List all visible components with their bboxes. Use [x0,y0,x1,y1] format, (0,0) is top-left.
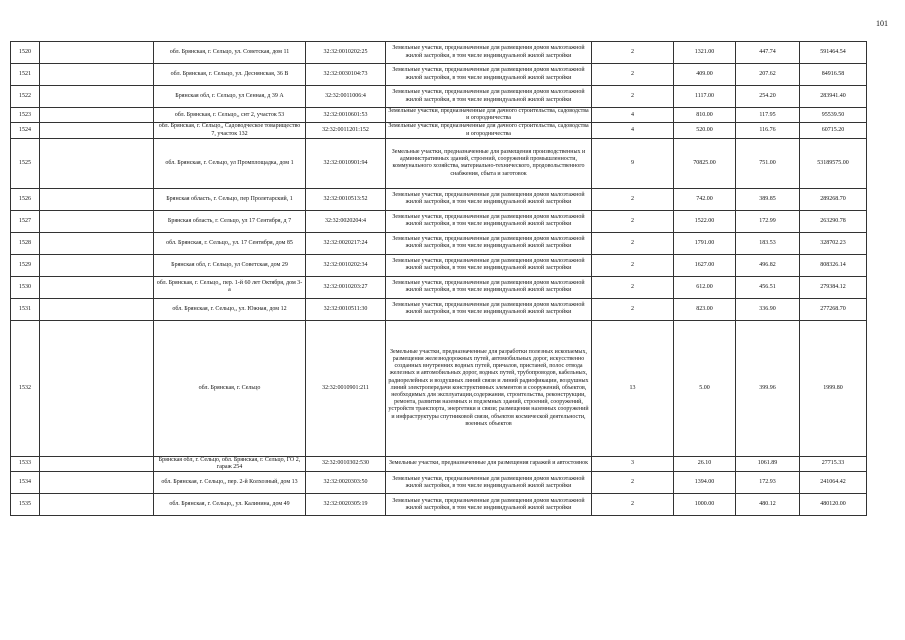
land-use-cell: Земельные участки, предназначенные для размещения домов малоэтажной жилой застройки, в том числе индивидуальной жилой застройки [386,254,592,276]
page-number: 101 [876,19,888,28]
cadastral-number-cell: 32:32:0020303:50 [306,472,386,494]
blank-cell [40,472,154,494]
cadastral-number-cell: 32:32:0011006:4 [306,86,386,108]
row-number: 1532 [11,320,40,456]
cadastral-number-cell: 32:32:0020305:19 [306,494,386,516]
row-number: 1529 [11,254,40,276]
specific-value-cell: 183.53 [736,232,800,254]
use-group-cell: 4 [592,108,674,123]
cadastral-value-cell: 283941.40 [800,86,867,108]
address-cell: обл. Брянская, г. Сельцо,, пер. 1-й 60 лет Октября, дом 3-а [154,276,306,298]
table-row [11,320,867,456]
use-group-cell: 2 [592,494,674,516]
table-row [11,42,867,64]
address-cell: обл. Брянская, г. Сельцо,, Садоводческое товарищество 7, участок 132 [154,123,306,138]
table-row [11,108,867,123]
area-cell: 1791.00 [674,232,736,254]
use-group-cell: 2 [592,188,674,210]
specific-value-cell: 447.74 [736,42,800,64]
use-group-cell: 3 [592,456,674,471]
specific-value-cell: 116.76 [736,123,800,138]
blank-cell [40,320,154,456]
table-row [11,86,867,108]
land-use-cell: Земельные участки, предназначенные для размещения домов малоэтажной жилой застройки, в том числе индивидуальной жилой застройки [386,86,592,108]
address-cell: Брянская обл, г. Сельцо, ул Сенная, д 39 А [154,86,306,108]
use-group-cell: 2 [592,210,674,232]
cadastral-value-cell: 808326.14 [800,254,867,276]
blank-cell [40,138,154,188]
table-row [11,64,867,86]
blank-cell [40,123,154,138]
cadastral-value-cell: 241064.42 [800,472,867,494]
cadastral-value-cell: 591464.54 [800,42,867,64]
area-cell: 1000.00 [674,494,736,516]
address-cell: обл. Брянская, г. Сельцо,, пер. 2-й Колхозный, дом 13 [154,472,306,494]
row-number: 1527 [11,210,40,232]
specific-value-cell: 207.62 [736,64,800,86]
use-group-cell: 13 [592,320,674,456]
use-group-cell: 9 [592,138,674,188]
cadastral-value-cell: 277268.70 [800,298,867,320]
area-cell: 810.00 [674,108,736,123]
table-row [11,138,867,188]
use-group-cell: 2 [592,298,674,320]
specific-value-cell: 336.90 [736,298,800,320]
blank-cell [40,188,154,210]
use-group-cell: 2 [592,472,674,494]
land-use-cell: Земельные участки, предназначенные для размещения домов малоэтажной жилой застройки, в том числе индивидуальной жилой застройки [386,276,592,298]
row-number: 1531 [11,298,40,320]
cadastral-number-cell: 32:32:0010202:34 [306,254,386,276]
specific-value-cell: 480.12 [736,494,800,516]
blank-cell [40,494,154,516]
area-cell: 1627.00 [674,254,736,276]
cadastral-number-cell: 32:32:0010511:30 [306,298,386,320]
land-use-cell: Земельные участки, предназначенные для дачного строительства, садоводства и огородничества [386,108,592,123]
row-number: 1524 [11,123,40,138]
specific-value-cell: 456.51 [736,276,800,298]
table-row [11,456,867,471]
cadastral-value-cell: 27715.33 [800,456,867,471]
use-group-cell: 4 [592,123,674,138]
cadastral-value-cell: 263290.78 [800,210,867,232]
specific-value-cell: 172.93 [736,472,800,494]
table-row [11,472,867,494]
table-row [11,254,867,276]
table-row [11,123,867,138]
use-group-cell: 2 [592,254,674,276]
cadastral-number-cell: 32:32:0010901:211 [306,320,386,456]
address-cell: обл. Брянская, г. Сельцо,, снт 2, участок 53 [154,108,306,123]
row-number: 1523 [11,108,40,123]
address-cell: обл. Брянская, г. Сельцо, ул. Деснянская, 36 В [154,64,306,86]
land-use-cell: Земельные участки, предназначенные для размещения домов малоэтажной жилой застройки, в том числе индивидуальной жилой застройки [386,188,592,210]
specific-value-cell: 496.82 [736,254,800,276]
land-use-cell: Земельные участки, предназначенные для разработки полезных ископаемых, размещения железнодорожных путей, автомобильных дорог, искусственно созданных внутренних водных путей, причалов, пристаней, полос отвода железных и автомобильных дорог, водных путей, трубопроводов, кабельных, радиорелейных и воздушных линий связи и линий радиофикации, воздушных линий электропередачи конструктивных элементов и сооружений, объектов, необходимых для эксплуатации,содержания, строительства, реконструкции, ремонта, развития наземных и подземных зданий, строений, сооружений, устройств транспорта, энергетики и связи; размещения наземных сооружений и инфраструктуры спутниковой связи, объектов космической деятельности, военных объектов [386,320,592,456]
area-cell: 1321.00 [674,42,736,64]
specific-value-cell: 751.00 [736,138,800,188]
cadastral-value-cell: 480120.00 [800,494,867,516]
row-number: 1530 [11,276,40,298]
land-use-cell: Земельные участки, предназначенные для размещения производственных и административных зданий, строений, сооружений промышленности, коммунального хозяйства, материально-технического, продовольственного снабжения, сбыта и заготовок [386,138,592,188]
land-use-cell: Земельные участки, предназначенные для размещения домов малоэтажной жилой застройки, в том числе индивидуальной жилой застройки [386,64,592,86]
address-cell: обл. Брянская, г. Сельцо, ул Промплощадка, дом 1 [154,138,306,188]
area-cell: 1522.00 [674,210,736,232]
cadastral-value-cell: 279384.12 [800,276,867,298]
land-use-cell: Земельные участки, предназначенные для размещения домов малоэтажной жилой застройки, в том числе индивидуальной жилой застройки [386,472,592,494]
cadastral-number-cell: 32:32:0020217:24 [306,232,386,254]
table-row [11,276,867,298]
address-cell: обл. Брянская, г. Сельцо,, ул. Южная, дом 12 [154,298,306,320]
land-use-cell: Земельные участки, предназначенные для размещения домов малоэтажной жилой застройки, в том числе индивидуальной жилой застройки [386,232,592,254]
use-group-cell: 2 [592,42,674,64]
row-number: 1526 [11,188,40,210]
cadastral-number-cell: 32:32:0010203:27 [306,276,386,298]
cadastral-value-cell: 1999.80 [800,320,867,456]
blank-cell [40,42,154,64]
land-use-cell: Земельные участки, предназначенные для размещения гаражей и автостоянок [386,456,592,471]
land-use-cell: Земельные участки, предназначенные для дачного строительства, садоводства и огородничества [386,123,592,138]
address-cell: Брянская обл, г. Сельцо, ул Советская, дом 29 [154,254,306,276]
specific-value-cell: 172.99 [736,210,800,232]
cadastral-value-table [10,41,867,516]
address-cell: обл. Брянская, г. Сельцо [154,320,306,456]
specific-value-cell: 117.95 [736,108,800,123]
use-group-cell: 2 [592,276,674,298]
row-number: 1521 [11,64,40,86]
row-number: 1533 [11,456,40,471]
row-number: 1520 [11,42,40,64]
cadastral-number-cell: 32:32:0010901:94 [306,138,386,188]
specific-value-cell: 389.85 [736,188,800,210]
use-group-cell: 2 [592,86,674,108]
cadastral-value-cell: 84916.58 [800,64,867,86]
use-group-cell: 2 [592,232,674,254]
cadastral-value-cell: 60715.20 [800,123,867,138]
cadastral-value-cell: 95539.50 [800,108,867,123]
blank-cell [40,86,154,108]
cadastral-number-cell: 32:32:0020204:4 [306,210,386,232]
area-cell: 742.00 [674,188,736,210]
blank-cell [40,298,154,320]
land-use-cell: Земельные участки, предназначенные для размещения домов малоэтажной жилой застройки, в том числе индивидуальной жилой застройки [386,210,592,232]
row-number: 1534 [11,472,40,494]
area-cell: 612.00 [674,276,736,298]
area-cell: 26.10 [674,456,736,471]
table-row [11,298,867,320]
address-cell: Брянская область, г. Сельцо, пер Пролетарский, 1 [154,188,306,210]
address-cell: Брянская область, г. Сельцо, ул 17 Сентября, д 7 [154,210,306,232]
blank-cell [40,64,154,86]
area-cell: 70825.00 [674,138,736,188]
area-cell: 823.00 [674,298,736,320]
cadastral-number-cell: 32:32:0010302:530 [306,456,386,471]
specific-value-cell: 1061.89 [736,456,800,471]
table-row [11,232,867,254]
blank-cell [40,456,154,471]
cadastral-number-cell: 32:32:0010601:53 [306,108,386,123]
cadastral-value-cell: 328702.23 [800,232,867,254]
blank-cell [40,276,154,298]
land-use-cell: Земельные участки, предназначенные для размещения домов малоэтажной жилой застройки, в том числе индивидуальной жилой застройки [386,42,592,64]
specific-value-cell: 254.20 [736,86,800,108]
land-use-cell: Земельные участки, предназначенные для размещения домов малоэтажной жилой застройки, в том числе индивидуальной жилой застройки [386,494,592,516]
row-number: 1525 [11,138,40,188]
use-group-cell: 2 [592,64,674,86]
cadastral-number-cell: 32:32:0011201:152 [306,123,386,138]
cadastral-number-cell: 32:32:0010513:52 [306,188,386,210]
blank-cell [40,108,154,123]
area-cell: 5.00 [674,320,736,456]
specific-value-cell: 399.96 [736,320,800,456]
area-cell: 409.00 [674,64,736,86]
address-cell: обл. Брянская, г. Сельцо,, ул. 17 Сентября, дом 85 [154,232,306,254]
row-number: 1522 [11,86,40,108]
area-cell: 1394.00 [674,472,736,494]
row-number: 1528 [11,232,40,254]
address-cell: Брянская обл, г. Сельцо, обл. Брянская, г. Сельцо, ГО 2, гараж 254 [154,456,306,471]
address-cell: обл. Брянская, г. Сельцо, ул. Советская, дом 11 [154,42,306,64]
table-row [11,188,867,210]
cadastral-number-cell: 32:32:0030104:73 [306,64,386,86]
table-row [11,494,867,516]
area-cell: 1117.00 [674,86,736,108]
blank-cell [40,254,154,276]
address-cell: обл. Брянская, г. Сельцо,, ул. Калинина, дом 49 [154,494,306,516]
cadastral-value-cell: 289268.70 [800,188,867,210]
table-row [11,210,867,232]
cadastral-number-cell: 32:32:0010202:25 [306,42,386,64]
blank-cell [40,232,154,254]
land-use-cell: Земельные участки, предназначенные для размещения домов малоэтажной жилой застройки, в том числе индивидуальной жилой застройки [386,298,592,320]
cadastral-value-cell: 53189575.00 [800,138,867,188]
area-cell: 520.00 [674,123,736,138]
blank-cell [40,210,154,232]
row-number: 1535 [11,494,40,516]
